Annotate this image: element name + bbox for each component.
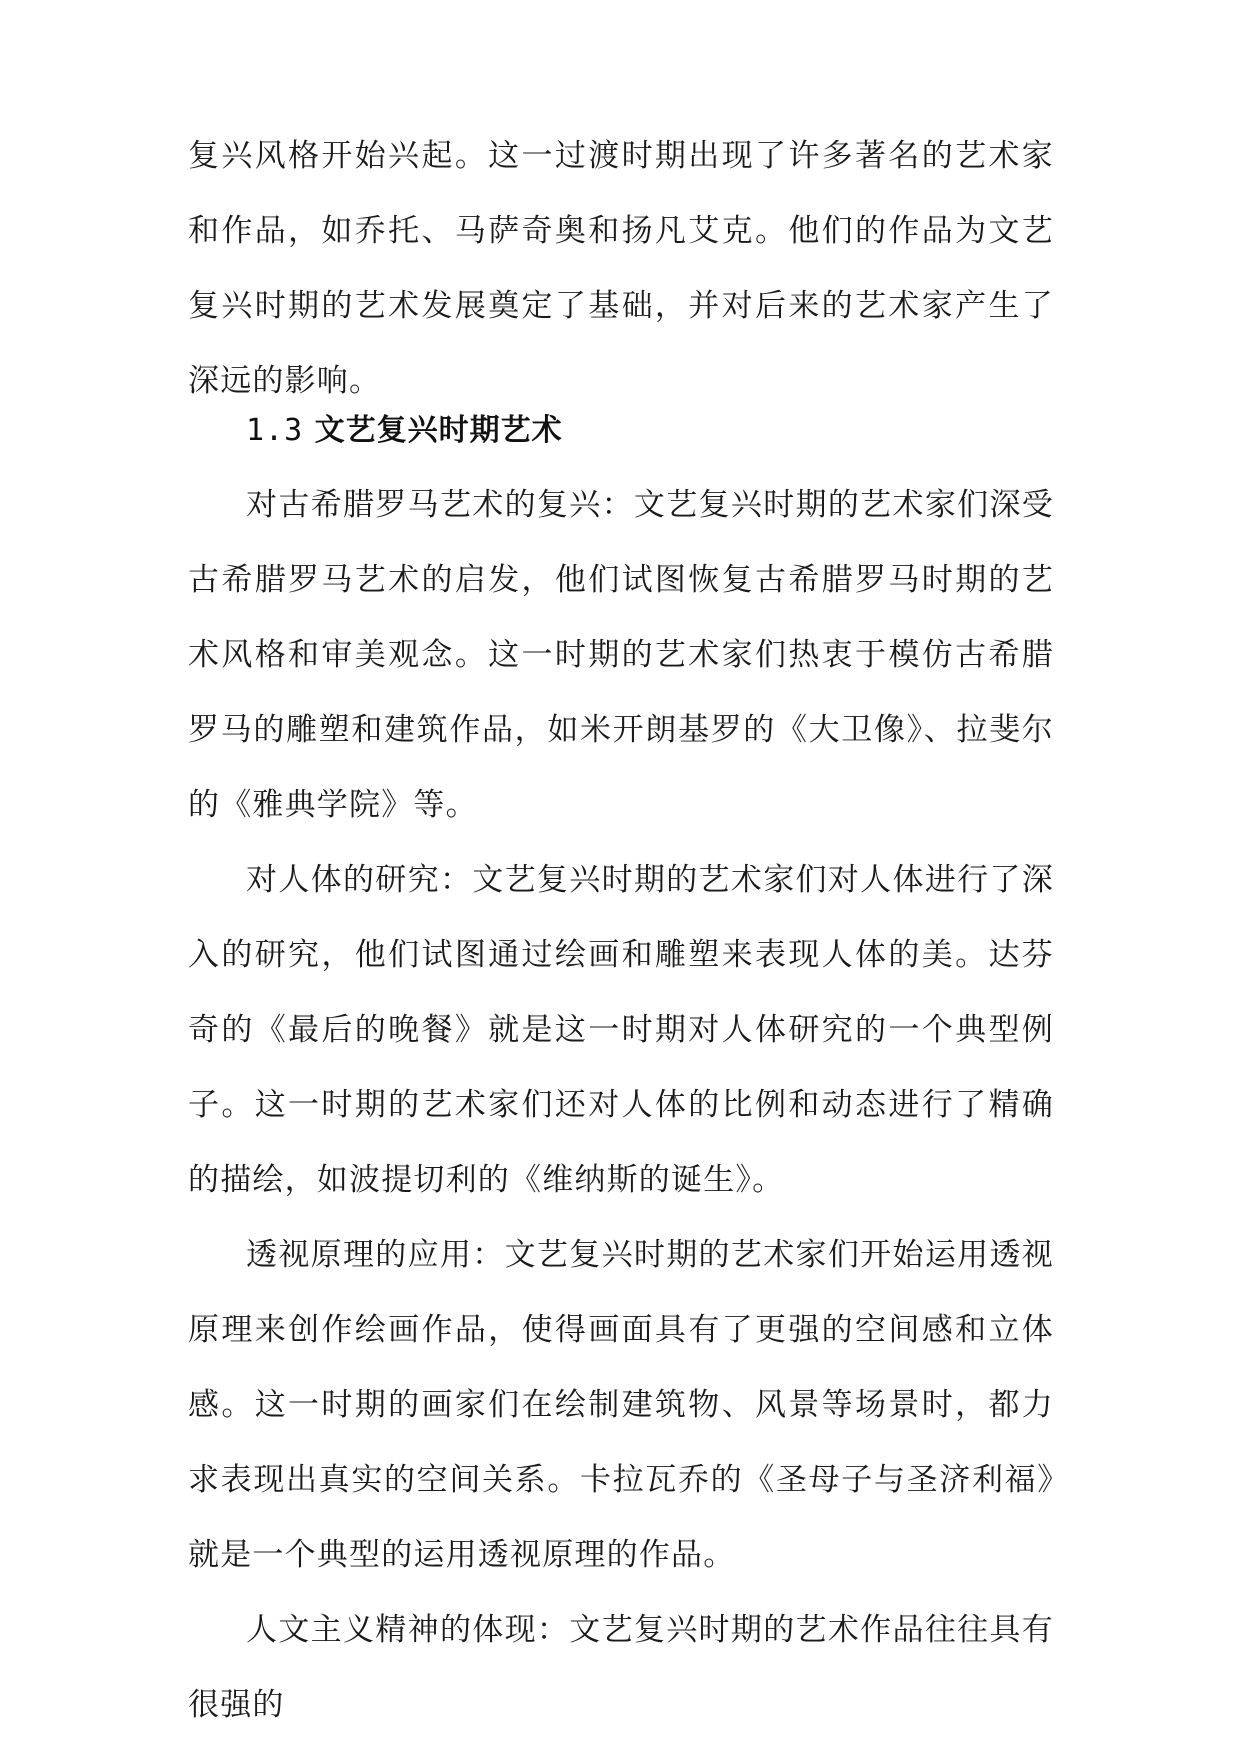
paragraph-greco-roman-revival: 对古希腊罗马艺术的复兴：文艺复兴时期的艺术家们深受古希腊罗马艺术的启发，他们试图恢复古希腊罗马时期的艺术风格和审美观念。这一时期的艺术家们热衷于模仿古希腊罗马的雕塑和建筑作品，如米开朗基罗的《大卫像》、拉斐尔的《雅典学院》等。 [188,487,1054,823]
continuation-paragraph: 复兴风格开始兴起。这一过渡时期出现了许多著名的艺术家和作品，如乔托、马萨奇奥和扬凡艾克。他们的作品为文艺复兴时期的艺术发展奠定了基础，并对后来的艺术家产生了深远的影响。 [188,138,1054,399]
section-number: 1.3 [246,413,304,448]
paragraph-human-body-study: 对人体的研究：文艺复兴时期的艺术家们对人体进行了深入的研究，他们试图通过绘画和雕塑来表现人体的美。达芬奇的《最后的晚餐》就是这一时期对人体研究的一个典型例子。这一时期的艺术家们还对人体的比例和动态进行了精确的描绘，如波提切利的《维纳斯的诞生》。 [188,862,1054,1198]
paragraph-humanism: 人文主义精神的体现：文艺复兴时期的艺术作品往往具有很强的 [188,1612,1054,1723]
body-paragraphs [188,468,1054,1743]
section-title: 文艺复兴时期艺术 [314,413,563,448]
continuation-paragraph-block [188,119,1054,419]
section-heading [246,405,563,449]
paragraph-perspective: 透视原理的应用：文艺复兴时期的艺术家们开始运用透视原理来创作绘画作品，使得画面具有了更强的空间感和立体感。这一时期的画家们在绘制建筑物、风景等场景时，都力求表现出真实的空间关系。卡拉瓦乔的《圣母子与圣济利福》就是一个典型的运用透视原理的作品。 [188,1237,1054,1573]
